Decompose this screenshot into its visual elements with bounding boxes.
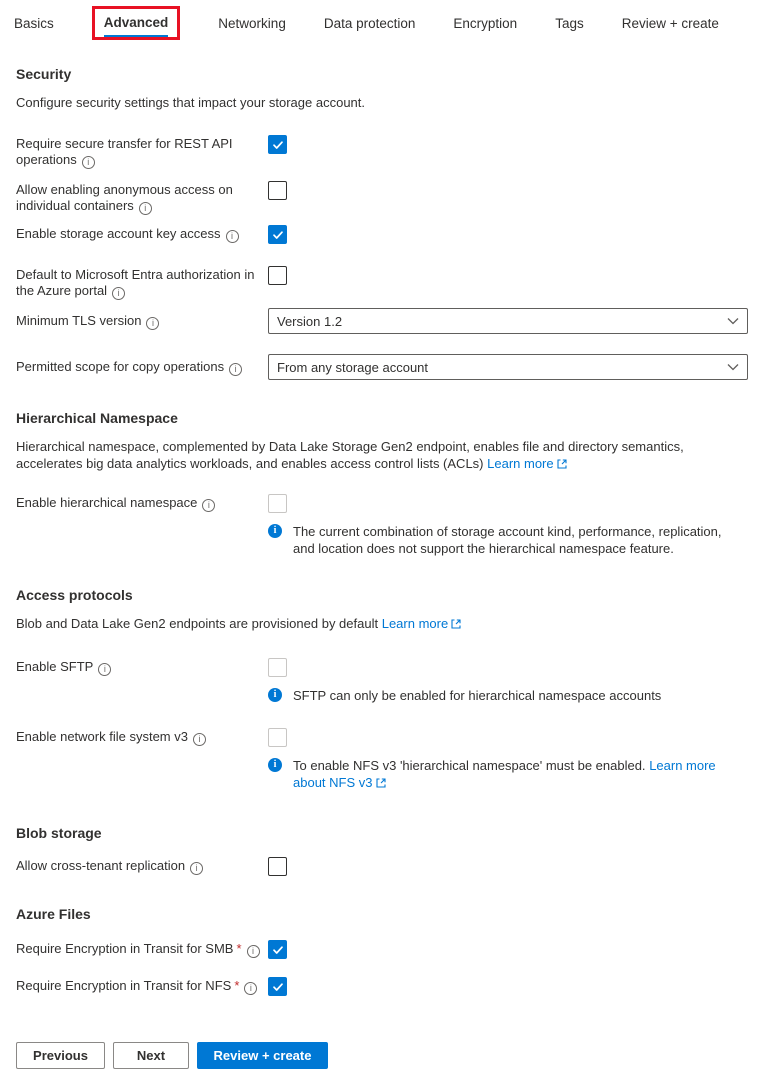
tab-basics[interactable]: Basics [14,15,54,31]
check-icon [272,944,284,956]
row-minimum-tls [16,308,748,334]
enable-hns-label: Enable hierarchical namespace i [16,494,268,512]
entra-default-label: Default to Microsoft Entra authorization in the Azure portal i [16,267,255,298]
annotation-highlight-box [92,6,181,40]
check-icon [272,981,284,993]
info-tooltip-icon[interactable]: i [229,363,242,376]
minimum-tls-value: Version 1.2 [277,313,343,329]
require-secure-transfer-checkbox[interactable] [268,135,287,154]
row-anonymous-access [16,181,748,215]
copy-scope-dropdown[interactable] [268,354,748,380]
external-link-icon [451,619,461,629]
access-protocols-title: Access protocols [16,587,133,603]
info-tooltip-icon[interactable]: i [82,156,95,169]
row-copy-scope [16,354,748,380]
previous-button[interactable]: Previous [16,1042,105,1069]
row-require-secure-transfer [16,135,748,169]
info-tooltip-icon[interactable]: i [98,663,111,676]
row-key-access [16,225,748,244]
info-tooltip-icon[interactable]: i [202,499,215,512]
external-link-icon [557,459,567,469]
enable-nfs3-checkbox [268,728,287,747]
minimum-tls-label: Minimum TLS version i [16,312,268,330]
key-access-checkbox[interactable] [268,225,287,244]
hns-section-description: Hierarchical namespace, complemented by Data Lake Storage Gen2 endpoint, enables file and directory semantics, accelerates big data analytics workloads, and enables access control lists (ACLs) Learn more [16,439,684,471]
info-tooltip-icon[interactable]: i [146,317,159,330]
cross-tenant-label: Allow cross-tenant replication i [16,857,268,875]
cross-tenant-checkbox[interactable] [268,857,287,876]
required-asterisk: * [236,941,242,956]
info-tooltip-icon[interactable]: i [193,733,206,746]
info-icon: i [268,758,282,772]
security-section-title: Security [16,66,72,82]
row-enable-sftp [16,658,748,677]
hns-section-title: Hierarchical Namespace [16,410,178,426]
info-tooltip-icon[interactable]: i [226,230,239,243]
sftp-info-note [268,687,748,704]
security-section-description: Configure security settings that impact your storage account. [16,95,366,110]
tab-networking[interactable]: Networking [218,15,286,31]
minimum-tls-dropdown[interactable] [268,308,748,334]
info-icon: i [268,688,282,702]
review-create-button[interactable]: Review + create [197,1042,328,1069]
row-smb-encryption [16,940,748,959]
azure-files-title: Azure Files [16,906,91,922]
nfs3-learn-more-link[interactable]: Learn more about NFS v3 [293,758,716,790]
check-icon [272,229,284,241]
access-protocols-learn-more-link[interactable]: Learn more [382,616,461,631]
info-tooltip-icon[interactable]: i [247,945,260,958]
info-tooltip-icon[interactable]: i [112,287,125,300]
required-asterisk: * [234,978,240,993]
next-button[interactable]: Next [113,1042,189,1069]
row-enable-nfs3 [16,728,748,747]
nfs-encryption-checkbox[interactable] [268,977,287,996]
wizard-tabs [0,0,764,46]
copy-scope-value: From any storage account [277,359,429,375]
hns-info-note [268,523,748,557]
wizard-footer [0,1042,764,1069]
enable-sftp-checkbox [268,658,287,677]
chevron-down-icon [727,317,739,325]
smb-encryption-checkbox[interactable] [268,940,287,959]
nfs3-info-note [268,757,748,791]
anonymous-access-label: Allow enabling anonymous access on individual containers i [16,182,233,213]
info-tooltip-icon[interactable]: i [190,862,203,875]
blob-storage-title: Blob storage [16,825,102,841]
tab-data-protection[interactable]: Data protection [323,15,416,31]
smb-encryption-label: Require Encryption in Transit for SMB * i [16,940,268,958]
enable-nfs3-label: Enable network file system v3 i [16,728,268,746]
sftp-info-text: SFTP can only be enabled for hierarchical namespace accounts [293,688,662,703]
tab-tags[interactable]: Tags [555,15,584,31]
nfs3-info-text: To enable NFS v3 'hierarchical namespace' must be enabled. Learn more about NFS v3 [293,758,716,790]
info-tooltip-icon[interactable]: i [244,982,257,995]
external-link-icon [376,778,386,788]
key-access-label: Enable storage account key access i [16,225,268,243]
chevron-down-icon [727,363,739,371]
check-icon [272,139,284,151]
enable-hns-checkbox [268,494,287,513]
tab-review-create[interactable]: Review + create [621,15,719,31]
anonymous-access-checkbox[interactable] [268,181,287,200]
copy-scope-label: Permitted scope for copy operations i [16,358,268,376]
tab-advanced[interactable]: Advanced [104,15,169,37]
tab-encryption[interactable]: Encryption [453,15,518,31]
info-tooltip-icon[interactable]: i [139,202,152,215]
row-cross-tenant [16,857,748,876]
hns-learn-more-link[interactable]: Learn more [487,456,566,471]
info-icon: i [268,524,282,538]
row-nfs-encryption [16,977,748,996]
hns-info-text: The current combination of storage account kind, performance, replication, and location does not support the hierarchical namespace feature. [293,524,722,556]
entra-default-checkbox[interactable] [268,266,287,285]
require-secure-transfer-label: Require secure transfer for REST API operations i [16,136,233,167]
row-entra-default [16,266,748,300]
row-enable-hns [16,494,748,513]
nfs-encryption-label: Require Encryption in Transit for NFS * i [16,977,268,995]
enable-sftp-label: Enable SFTP i [16,658,268,676]
access-protocols-description: Blob and Data Lake Gen2 endpoints are provisioned by default Learn more [16,615,748,632]
